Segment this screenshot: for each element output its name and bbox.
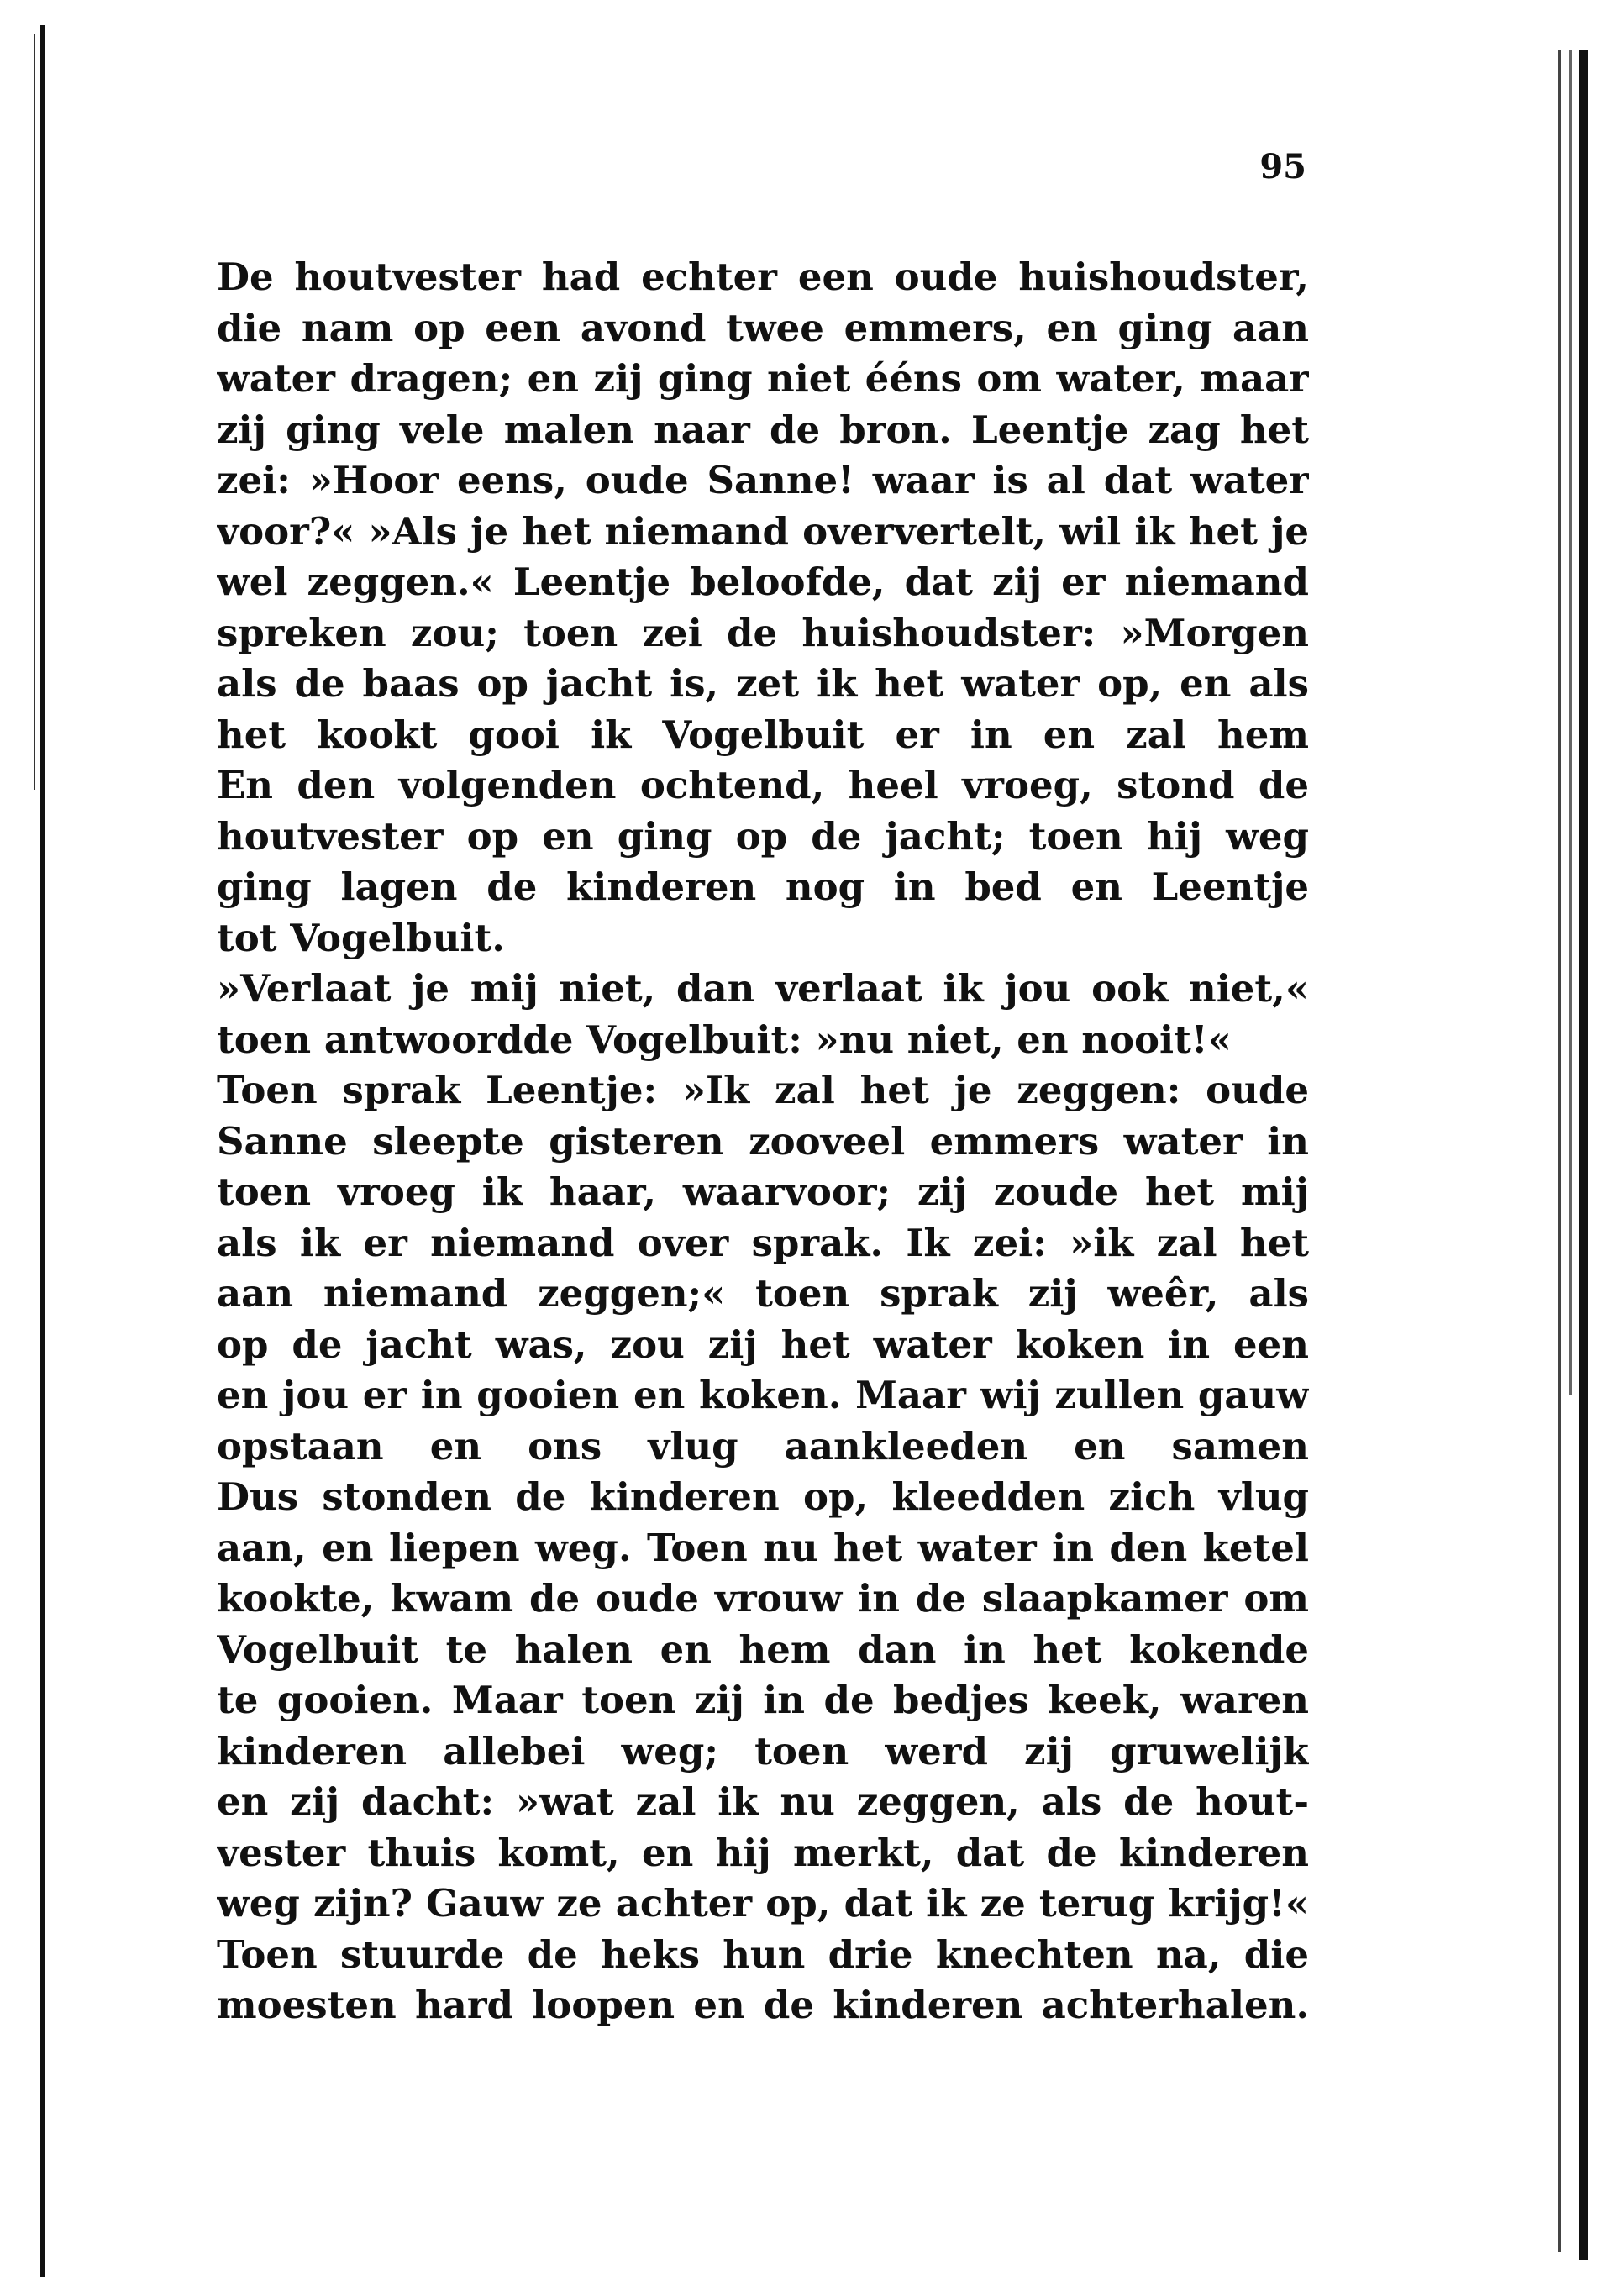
text-line: Toen sprak Leentje: »Ik zal het je zeggen: oude [217,1068,1309,1112]
text-line: zij ging vele malen naar de bron. Leentje zag het [217,407,1309,452]
text-line: op de jacht was, zou zij het water koken in een [217,1322,1309,1367]
scan-edge-left [40,25,45,2277]
text-line: weg zijn? Gauw ze achter op, dat ik ze terug krijg!« [217,1881,1309,1926]
scan-edge-right [1558,50,1561,2252]
text-line: En den volgenden ochtend, heel vroeg, stond de [217,763,1309,807]
text-line: aan niemand zeggen;« toen sprak zij weêr, als [217,1271,1309,1316]
text-line: toen antwoordde Vogelbuit: »nu niet, en nooit!« [217,1017,1232,1062]
page-number: 95 [1259,147,1306,187]
text-line: spreken zou; toen zei de huishoudster: »Morgen [217,610,1309,655]
scan-edge-right-thick [1579,50,1588,2260]
text-line: als de baas op jacht is, zet ik het water op, en als [217,661,1309,706]
text-line: kookte, kwam de oude vrouw in de slaapkamer om [217,1576,1309,1621]
text-line: voor?« »Als je het niemand oververtelt, wil ik het je [217,508,1309,554]
text-line: Vogelbuit te halen en hem dan in het kokende [217,1626,1309,1672]
text-line: kinderen allebei weg; toen werd zij gruwelijk [217,1728,1309,1773]
text-line: zei: »Hoor eens, oude Sanne! waar is al dat water [217,458,1309,502]
text-line: tot Vogelbuit. [217,915,505,960]
scan-edge-left-thin [34,34,35,790]
text-line: wel zeggen.« Leentje beloofde, dat zij er niemand [217,560,1309,604]
text-line: moesten hard loopen en de kinderen achterhalen. [217,1983,1309,2027]
text-line: die nam op een avond twee emmers, en ging aan [217,305,1309,350]
text-line: en zij dacht: »wat zal ik nu zeggen, als de hout- [217,1779,1309,1824]
text-line: ging lagen de kinderen nog in bed en Leentje [217,864,1309,909]
text-line: en jou er in gooien en koken. Maar wij zullen gauw [217,1373,1309,1417]
text-line: vester thuis komt, en hij merkt, dat de kinderen [217,1830,1309,1875]
scan-edge-right [1569,50,1572,1395]
text-line: Toen stuurde de heks hun drie knechten na, die [217,1931,1309,1977]
body-text [217,252,1309,2031]
text-line: De houtvester had echter een oude huishoudster, [217,255,1309,299]
text-line: water dragen; en zij ging niet ééns om water, maar [217,356,1309,401]
text-line: aan, en liepen weg. Toen nu het water in den ketel [217,1525,1309,1570]
text-line: »Verlaat je mij niet, dan verlaat ik jou ook niet,« [217,966,1309,1011]
text-line: als ik er niemand over sprak. Ik zei: »ik zal het [217,1220,1309,1265]
text-line: houtvester op en ging op de jacht; toen hij weg [217,813,1309,859]
text-line: Sanne sleepte gisteren zooveel emmers water in [217,1118,1309,1164]
text-line: te gooien. Maar toen zij in de bedjes keek, waren [217,1678,1309,1722]
text-line: het kookt gooi ik Vogelbuit er in en zal hem [217,712,1309,757]
text-line: opstaan en ons vlug aankleeden en samen [217,1423,1309,1469]
text-line: Dus stonden de kinderen op, kleedden zich vlug [217,1474,1309,1519]
text-line: toen vroeg ik haar, waarvoor; zij zoude het mij [217,1169,1309,1214]
